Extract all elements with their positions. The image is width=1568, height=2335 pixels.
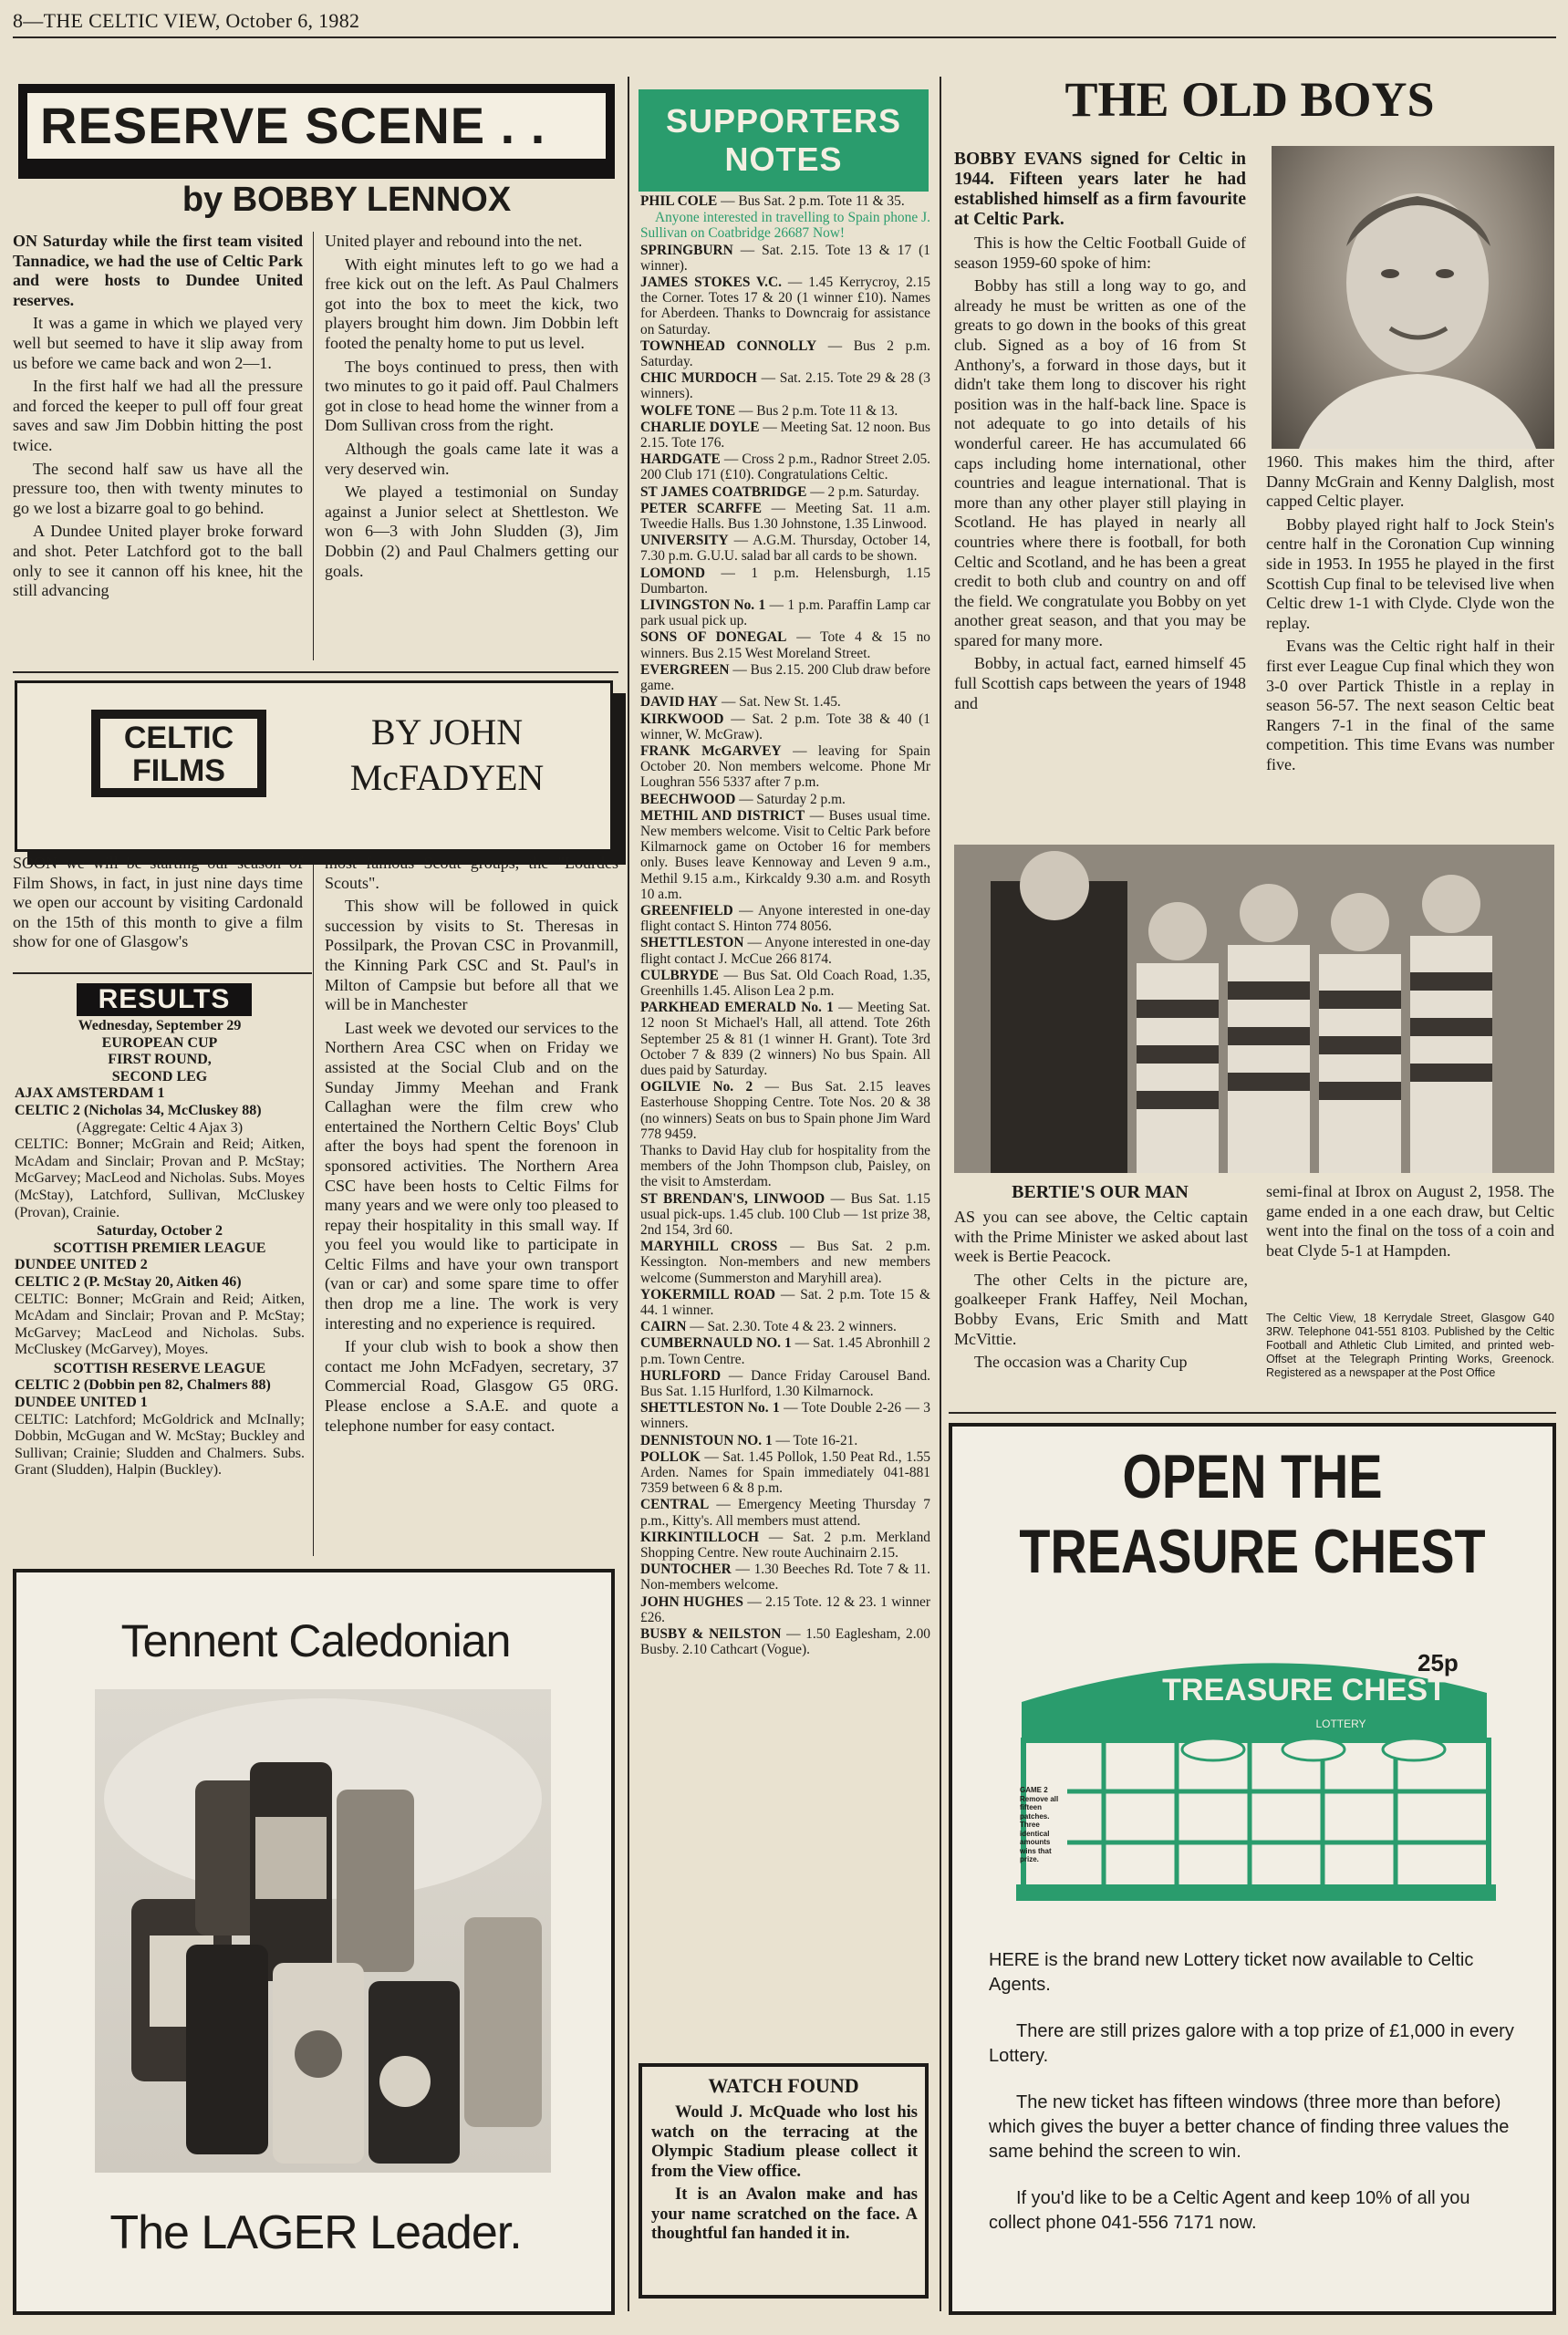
supporters-club-name: METHIL AND DISTRICT — [640, 807, 805, 824]
supporters-club-name: SHETTLESTON No. 1 — [640, 1400, 780, 1417]
supporters-note-text: — Bus 2.15. 200 Club draw before game. — [640, 661, 930, 694]
header-rule — [13, 36, 1556, 38]
old-boys-para: Bobby has still a long way to go, and already he must be written as one of the greats to go down in the books of this great club. Signed as a boy of 16 from St Anthony's, a forward in those days, but it didn't take them long to discover his right position was in the half-back line. Space is not adequate to go into details of his wonderful career. He has accumulated 66 caps including home international, other countries and league international. That is more than any other player still playing in Scotland. He has played in nearly all countries where there is football, for both Celtic and Scotland, and he has been a great credit to both club and country on and off the field. We congratulate you Bobby on yet another great season, and that you may be spared for many more. — [954, 276, 1246, 649]
supporters-note-text: — Sat. New St. 1.45. — [718, 694, 841, 711]
supporters-note-text: — Sat. 2.15. Tote 13 & 17 (1 winner). — [640, 242, 930, 274]
results-team: AJAX AMSTERDAM 1 — [15, 1085, 165, 1102]
celtic-films-byline — [310, 710, 584, 801]
supporters-note-text: — Meeting Sat. 12 noon. Bus 2.15. Tote 176. — [640, 419, 930, 451]
supporters-note-text: — Sat. 1.45 Pollok, 1.50 Peat Rd., 1.55 Arden. Names for Spain immediately 041-881 7359 between 6 & 8 p.m. — [640, 1448, 930, 1497]
supporters-note-text: — Anyone interested in one-day flight contact J. McCue 266 8174. — [640, 935, 930, 967]
reserve-para: ON Saturday while the first team visited Tannadice, we had the use of Celtic Park and were hosts to Dundee United reserves. — [13, 232, 303, 309]
page-folio: 8—THE CELTIC VIEW, October 6, 1982 — [13, 9, 360, 32]
supporters-note-entry — [640, 1562, 930, 1593]
supporters-club-name: PHIL COLE — [640, 193, 718, 209]
reserve-para: The second half saw us have all the pressure too, then with twenty minutes to go we lost a bizarre goal to go behind. — [13, 459, 303, 517]
supporters-club-name: HARDGATE — [640, 451, 721, 468]
bertie-para: AS you can see above, the Celtic captain with the Prime Minister we asked about last week is Bertie Peacock. — [954, 1208, 1248, 1266]
results-team: DUNDEE UNITED 2 — [15, 1257, 148, 1273]
results-lineup: CELTIC: Latchford; McGoldrick and McInally; Dobbin, McGugan and W. McStay; Buckley and Sullivan; Crainie; Sludden and Chalmers. Subs. Grant (Sludden), Halpin (Buckley). — [15, 1411, 305, 1479]
supporters-note-entry — [640, 1530, 930, 1561]
lager-cans-illustration — [95, 1689, 551, 2173]
supporters-note-entry — [640, 484, 930, 500]
supporters-note-entry — [640, 533, 930, 564]
supporters-club-name: CHARLIE DOYLE — [640, 419, 760, 435]
treasure-headline — [1003, 1439, 1501, 1589]
treasure-para: There are still prizes galore with a top prize of £1,000 in every Lottery. — [989, 2021, 1514, 2066]
results-competition: EUROPEAN CUP — [101, 1034, 218, 1051]
results-team: CELTIC 2 (P. McStay 20, Aitken 46) — [15, 1273, 242, 1290]
supporters-note-text: — Sat. 2 p.m. Tote 38 & 40 (1 winner, W. McGraw). — [640, 711, 930, 742]
supporters-note-text: — Anyone interested in one-day flight contact S. Hinton 774 8056. — [640, 902, 930, 935]
supporters-note-entry — [640, 1368, 930, 1399]
supporters-notes-list — [640, 193, 930, 1658]
supporters-note-text: — 1.30 Beeches Rd. Tote 7 & 11. Non-members welcome. — [640, 1562, 930, 1593]
supporters-note-entry — [640, 1626, 930, 1657]
supporters-club-name: CULBRYDE — [640, 967, 719, 983]
supporters-note-text: — Bus Sat. 1.15 usual pick-ups. 1.45 club. 100 Club — 1st prize 38, 2nd 154, 3rd 60. — [640, 1190, 930, 1238]
supporters-note-text: — Meeting Sat. 12 noon St Michael's Hall, all attend. Tote 26th September 25 & 81 (1 winner H. Grant). Tote 3rd October 7 & 839 (2 winners) No bus Spain. All dues paid by Saturday. — [640, 1000, 930, 1078]
supporters-club-name: JAMES STOKES V.C. — [640, 275, 782, 291]
supporters-note-entry — [640, 711, 930, 742]
films-para: SOON we will be starting our season of Film Shows, in fact, in just nine days time we open our account by visiting Cardonald on the 15th of this month to give a film show for one of Glasgow's — [13, 854, 303, 951]
supporters-note-entry — [640, 451, 930, 483]
charity-cup-team-photo — [954, 845, 1554, 1173]
supporters-note-entry — [640, 808, 930, 902]
supporters-club-name: UNIVERSITY — [640, 533, 729, 549]
supporters-note-text: — leaving for Spain October 20. Non members welcome. Phone Mr Loughran 556 5337 after 7 p.m. — [640, 742, 931, 791]
celtic-films-logo-line1: CELTIC — [123, 721, 234, 755]
results-team: CELTIC 2 (Nicholas 34, McCluskey 88) — [15, 1102, 262, 1118]
old-boys-col-2 — [1266, 452, 1554, 779]
films-para: Last week we devoted our services to the Northern Area CSC when on Friday we assisted at the Social Club and on the Sunday Jimmy Meehan and Frank Callaghan were the film crew who entertained the Northern Celtic Boys' Club after the boys had spent the forenoon in sponsored activities. The Northern Area CSC have been hosts to Celtic Films for many years and we were only too pleased to repay their hospitality in this small way. If you feel you would like to participate in Celtic Films and have your own transport (van or car) and some spare time to offer then drop me a line. The work is very interesting and no experience is required. — [325, 1018, 618, 1333]
results-team: DUNDEE UNITED 1 — [15, 1395, 148, 1411]
supporters-club-name: DENNISTOUN NO. 1 — [640, 1432, 773, 1448]
supporters-club-name: CENTRAL — [640, 1497, 710, 1513]
reserve-scene-title: RESERVE SCENE . . — [27, 93, 606, 159]
supporters-note-text: — Bus 2 p.m. Tote 11 & 13. — [735, 402, 898, 419]
supporters-note-text: — Sat. 2 p.m. Tote 15 & 44. 1 winner. — [640, 1286, 930, 1319]
supporters-note-entry — [640, 743, 930, 791]
results-date: Wednesday, September 29 — [78, 1018, 242, 1033]
old-boys-para: This is how the Celtic Football Guide of season 1959-60 spoke of him: — [954, 234, 1246, 272]
supporters-note-entry — [640, 968, 930, 999]
supporters-club-name: CAIRN — [640, 1319, 687, 1335]
films-col-1 — [13, 854, 303, 956]
supporters-note-entry — [640, 1400, 930, 1431]
films-para: most famous Scout groups, the "Lourdes Scouts". — [325, 854, 618, 892]
supporters-title-line2: NOTES — [724, 140, 843, 178]
supporters-note-text: — Dance Friday Carousel Band. Bus Sat. 1.15 Hurlford, 1.30 Kilmarnock. — [640, 1367, 930, 1400]
supporters-note-entry — [640, 662, 930, 693]
results-aggregate: (Aggregate: Celtic 4 Ajax 3) — [76, 1119, 244, 1136]
supporters-note-entry — [640, 1433, 930, 1448]
column-rule-1 — [628, 77, 629, 2311]
results-title: RESULTS — [77, 983, 252, 1016]
supporters-note-entry — [640, 1335, 930, 1366]
byline-line2: McFADYEN — [349, 757, 545, 798]
ticket-price: 25p — [1417, 1649, 1459, 1676]
supporters-note-entry — [640, 1319, 930, 1334]
ticket-game-2-instructions: GAME 2 Remove all fifteen patches. Three identical amounts wins that prize. — [1020, 1786, 1059, 1863]
column-rule-reserve — [313, 232, 314, 660]
tennent-slogan: The LAGER Leader. — [109, 2206, 522, 2259]
supporters-note-text: — Emergency Meeting Thursday 7 p.m., Kitty's. All members must attend. — [640, 1497, 930, 1529]
supporters-club-name: EVERGREEN — [640, 661, 730, 678]
supporters-note-entry — [640, 1287, 930, 1318]
bobby-evans-portrait — [1272, 146, 1554, 449]
supporters-note-entry — [640, 338, 930, 369]
supporters-note-entry — [640, 243, 930, 274]
supporters-note-text: — Sat. 2 p.m. Merkland Shopping Centre. New route Auchinairn 2.15. — [640, 1529, 930, 1562]
results-competition: SCOTTISH RESERVE LEAGUE — [53, 1360, 266, 1376]
supporters-note-text: — Sat. 1.45 Abronhill 2 p.m. Town Centre. — [640, 1335, 930, 1367]
supporters-note-text: — Cross 2 p.m., Radnor Street 2.05. 200 Club 171 (£10). Congratulations Celtic. — [640, 451, 930, 483]
old-boys-para: Evans was the Celtic right half in their first ever League Cup final which they won 3-0 over Partick Thistle in a replay in season 56-57. The next season Celtic beat Rangers 7-1 in the final of the same competition. This time Evans was number five. — [1266, 637, 1554, 773]
byline-line1: BY JOHN — [370, 711, 524, 752]
supporters-note-text: — Sat. 2.30. Tote 4 & 23. 2 winners. — [686, 1319, 897, 1335]
supporters-note-entry — [640, 597, 930, 628]
supporters-note-entry — [640, 903, 930, 934]
supporters-note-entry — [640, 1239, 930, 1286]
supporters-note-entry — [640, 694, 930, 710]
results-lineup: CELTIC: Bonner; McGrain and Reid; Aitken, McAdam and Sinclair; Provan and P. McStay; McGarvey; MacLeod and Nicholas. Subs. McCluskey (McGarvey), Moyes. — [15, 1291, 305, 1358]
treasure-chest-ticket-icon — [1012, 1638, 1505, 1912]
divider-results — [13, 972, 312, 974]
supporters-club-name: HURLFORD — [640, 1367, 722, 1384]
supporters-club-name: SHETTLESTON — [640, 935, 744, 951]
old-boys-para: Bobby played right half to Jock Stein's centre half in the Coronation Cup winning side in 1953. In 1955 he played in the first Scottish Cup final to be televised live when Celtic drew 1-1 with Clyde. Clyde won the replay. — [1266, 514, 1554, 632]
bertie-col-1 — [954, 1208, 1248, 1376]
supporters-club-name: BUSBY & NEILSTON — [640, 1626, 782, 1643]
reserve-para: With eight minutes left to go we had a free kick out on the left. As Paul Chalmers got into the box to meet the kick, two players brought him down. Jim Dobbin left footed the penalty home to put us level. — [325, 254, 618, 352]
supporters-note-entry: Thanks to David Hay club for hospitality from the members of the John Thompson club, Paisley, on the visit to Amsterdam. — [640, 1142, 930, 1190]
treasure-headline-line1: OPEN THE — [1122, 1442, 1383, 1511]
supporters-club-name: ST BRENDAN'S, LINWOOD — [640, 1190, 826, 1207]
supporters-note-text: — Buses usual time. New members welcome. Visit to Celtic Park before Kilmarnock game on October 16 for members only. Buses leave Kennoway and Leven 9 a.m., Methil 9.15 a.m., Kirkcaldy 9.30 a.m. and Rosyth 10 a.m. — [640, 807, 930, 902]
supporters-note-text: — Bus Sat. 2.15 leaves Easterhouse Shopping Centre. Tote Nos. 20 & 38 (no winners) Seats on bus to Spain phone Jim Ward 778 9459. — [640, 1079, 931, 1142]
supporters-note-text: — Bus Sat. 2 p.m. Kessington. Non-members and new members welcome (Summerston and Maryhill area). — [640, 1239, 931, 1286]
reserve-scene-byline: by BOBBY LENNOX — [182, 181, 512, 219]
supporters-note-entry — [640, 1191, 930, 1239]
supporters-note-entry — [640, 629, 930, 660]
supporters-note-entry — [640, 403, 930, 419]
supporters-note-text: — Meeting Sat. 11 a.m. Tweedie Halls. Bus 1.30 Johnstone, 1.35 Linwood. — [640, 500, 930, 533]
supporters-note-text: — Tote 4 & 15 no winners. Bus 2.15 West Moreland Street. — [640, 629, 930, 661]
supporters-club-name: PETER SCARFFE — [640, 500, 762, 516]
supporters-club-name: LOMOND — [640, 565, 705, 581]
divider-treasure — [949, 1412, 1556, 1414]
tennent-brand: Tennent Caledonian — [120, 1615, 511, 1666]
reserve-col-1 — [13, 232, 303, 605]
old-boys-col-1 — [954, 150, 1246, 717]
supporters-club-name: YOKERMILL ROAD — [640, 1286, 775, 1302]
supporters-note-entry — [640, 935, 930, 966]
results-date: Saturday, October 2 — [97, 1223, 223, 1240]
reserve-para: In the first half we had all the pressure and forced the keeper to pull off four great saves and saw Jim Dobbin hitting the post twice. — [13, 377, 303, 454]
supporters-club-name: SPRINGBURN — [640, 242, 733, 258]
reserve-para: We played a testimonial on Sunday against a Junior select at Shettleston. We won 6—3 with John Sludden (3), Jim Dobbin (2) and Paul Chalmers getting our goals. — [325, 483, 618, 580]
results-competition: SCOTTISH PREMIER LEAGUE — [53, 1240, 266, 1256]
supporters-note-text: — Tote Double 2-26 — 3 winners. — [640, 1400, 930, 1432]
results-body — [15, 1018, 305, 1481]
reserve-para: It was a game in which we played very well but seemed to have it slip away from us before we came back and won 2—1. — [13, 314, 303, 372]
supporters-club-name: GREENFIELD — [640, 902, 733, 918]
supporters-note-text: — Bus Sat. Old Coach Road, 1.35, Greenhills 1.45. Alison Lea 2 p.m. — [640, 967, 930, 999]
ticket-sub-text: LOTTERY — [1315, 1718, 1366, 1730]
supporters-note-text: — 1 p.m. Helensburgh, 1.15 Dumbarton. — [640, 565, 930, 597]
supporters-club-name: SONS OF DONEGAL — [640, 629, 787, 646]
supporters-note-text: — 2 p.m. Saturday. — [806, 483, 919, 500]
supporters-note-text: — 1.50 Eaglesham, 2.00 Busby. 2.10 Cathcart (Vogue). — [640, 1626, 930, 1658]
bertie-para: The occasion was a Charity Cup — [974, 1353, 1188, 1372]
supporters-club-name: OGILVIE No. 2 — [640, 1079, 753, 1095]
reserve-para: The boys continued to press, then with two minutes to go it paid off. Paul Chalmers got in close to head home the winner from a Dom Sullivan cross from the right. — [325, 357, 618, 435]
supporters-note-text: — Bus Sat. 2 p.m. Tote 11 & 35. — [717, 193, 905, 209]
films-col-2 — [325, 854, 618, 1439]
supporters-note-text: — 1 p.m. Paraffin Lamp car park usual pick up. — [640, 597, 930, 629]
results-competition: FIRST ROUND, — [108, 1052, 212, 1068]
treasure-headline-line2: TREASURE CHEST — [1019, 1517, 1486, 1586]
treasure-para: The new ticket has fifteen windows (three more than before) which gives the buyer a better chance of finding three values the same behind the screen to win. — [989, 2092, 1510, 2162]
old-boys-lead: BOBBY EVANS signed for Celtic in 1944. Fifteen years later he had established himself as a firm favourite at Celtic Park. — [954, 150, 1246, 229]
supporters-note-text: — A.G.M. Thursday, October 14, 7.30 p.m. G.U.U. salad bar all cards to be shown. — [640, 533, 930, 565]
supporters-club-name: CUMBERNAULD NO. 1 — [640, 1335, 792, 1352]
supporters-club-name: POLLOK — [640, 1448, 701, 1465]
supporters-note-text: — Saturday 2 p.m. — [735, 791, 846, 807]
supporters-note-entry — [640, 1000, 930, 1078]
bertie-col-2 — [1266, 1182, 1554, 1264]
reserve-para: Although the goals came late it was a very deserved win. — [325, 439, 618, 478]
supporters-title-line1: SUPPORTERS — [665, 102, 902, 140]
publisher-imprint: The Celtic View, 18 Kerrydale Street, Glasgow G40 3RW. Telephone 041-551 8103. Published by the Celtic Football and Athletic Club Limited, and printed web-Offset at the Telegraph Printing Works, Greenock. Registered as a newspaper at the Post Office — [1266, 1312, 1554, 1379]
supporters-club-name: KIRKINTILLOCH — [640, 1529, 759, 1545]
supporters-note-entry: Anyone interested in travelling to Spain phone J. Sullivan on Coatbridge 26687 Now! — [640, 210, 930, 242]
reserve-para: United player and rebound into the net. — [325, 232, 583, 250]
column-rule-2 — [940, 77, 941, 2311]
supporters-note-entry — [640, 420, 930, 451]
reserve-scene-banner — [18, 84, 615, 179]
celtic-films-logo — [91, 710, 266, 797]
watch-para: Would J. McQuade who lost his watch on the terracing at the Olympic Stadium please collect it from the View office. — [651, 2103, 918, 2181]
supporters-club-name: LIVINGSTON No. 1 — [640, 597, 766, 614]
supporters-note-entry — [640, 501, 930, 532]
supporters-note-text: — Bus 2 p.m. Saturday. — [640, 337, 930, 370]
treasure-copy — [989, 1948, 1521, 2257]
supporters-club-name: ST JAMES COATBRIDGE — [640, 483, 807, 500]
supporters-club-name: FRANK McGARVEY — [640, 742, 782, 759]
treasure-para: HERE is the brand new Lottery ticket now available to Celtic Agents. — [989, 1950, 1474, 1995]
supporters-club-name: JOHN HUGHES — [640, 1593, 743, 1610]
bertie-headline: BERTIE'S OUR MAN — [1012, 1182, 1189, 1202]
supporters-club-name: KIRKWOOD — [640, 711, 724, 727]
results-competition: SECOND LEG — [111, 1068, 208, 1084]
ticket-name-text: TREASURE CHEST — [1162, 1673, 1447, 1707]
supporters-note-entry — [640, 566, 930, 597]
column-rule-films — [313, 854, 314, 1556]
films-para: If your club wish to book a show then contact me John McFadyen, secretary, 37 Commercial Road, Glasgow G5 0RG. Please enclose a S.A.E. and quote a telephone number for easy contact. — [325, 1337, 618, 1435]
supporters-note-entry — [640, 370, 930, 401]
supporters-club-name: DUNTOCHER — [640, 1562, 732, 1578]
supporters-note-text: — Sat. 2.15. Tote 29 & 28 (3 winners). — [640, 370, 930, 402]
supporters-club-name: TOWNHEAD CONNOLLY — [640, 337, 817, 354]
team-handshake-illustration — [954, 845, 1554, 1173]
supporters-note-entry — [640, 1079, 930, 1142]
supporters-club-name: PARKHEAD EMERALD No. 1 — [640, 1000, 834, 1016]
supporters-note-entry — [640, 193, 930, 209]
supporters-note-entry — [640, 1449, 930, 1497]
treasure-para: If you'd like to be a Celtic Agent and keep 10% of all you collect phone 041-556 7171 now. — [989, 2188, 1470, 2233]
supporters-note-text: — 2.15 Tote. 12 & 23. 1 winner £26. — [640, 1593, 930, 1625]
supporters-notes-header — [639, 89, 929, 192]
supporters-note-text: — Tote 16-21. — [772, 1432, 858, 1448]
old-boys-para: Bobby, in actual fact, earned himself 45 full Scottish caps between the years of 1948 and — [954, 654, 1246, 712]
watch-para: It is an Avalon make and has your name scratched on the face. A thoughtful fan handed it in. — [651, 2185, 918, 2243]
supporters-note-entry — [640, 1594, 930, 1625]
supporters-note-entry — [640, 275, 930, 337]
divider-reserve — [13, 671, 618, 673]
bertie-para: The other Celts in the picture are, goalkeeper Frank Haffey, Neil Mochan, Bobby Evans, Eric Smith and Matt McVittie. — [954, 1270, 1248, 1348]
portrait-illustration — [1272, 146, 1554, 449]
supporters-club-name: DAVID HAY — [640, 694, 719, 711]
supporters-club-name: BEECHWOOD — [640, 791, 736, 807]
reserve-col-2 — [325, 232, 618, 585]
watch-found-text — [651, 2103, 918, 2248]
supporters-note-text: — 1.45 Kerrycroy, 2.15 the Corner. Totes 17 & 20 (1 winner £10). Names for Aberdeen. Thanks to Downcraig for assistance on Saturday. — [640, 275, 930, 337]
supporters-club-name: MARYHILL CROSS — [640, 1239, 778, 1255]
supporters-club-name: CHIC MURDOCH — [640, 370, 757, 387]
old-boys-title: THE OLD BOYS — [1064, 72, 1435, 127]
bertie-para: semi-final at Ibrox on August 2, 1958. The game ended in a one each draw, but Celtic went into the final on the toss of a coin and beat Clyde 5-1 at Hampden. — [1266, 1182, 1554, 1260]
reserve-para: A Dundee United player broke forward and shot. Peter Latchford got to the ball only to see it cannon off his knee, hit the still advancing — [13, 522, 303, 600]
supporters-club-name: WOLFE TONE — [640, 402, 736, 419]
old-boys-para: 1960. This makes him the third, after Danny McGrain and Kenny Dalglish, most capped Celtic player. — [1266, 452, 1554, 511]
lager-cans-photo — [95, 1689, 551, 2173]
watch-found-title: WATCH FOUND — [708, 2074, 859, 2097]
celtic-films-logo-line2: FILMS — [132, 753, 225, 788]
results-lineup: CELTIC: Bonner; McGrain and Reid; Aitken, McAdam and Sinclair; Provan and P. McStay; McGarvey; MacLeod and Nicholas. Subs. Moyes (McStay), Latchford, Sullivan, McCluskey (Provan), Crainie. — [15, 1136, 305, 1220]
supporters-note-entry — [640, 1497, 930, 1528]
films-para: This show will be followed in quick succession by visits to St. Theresas in Possilpark, the Provan CSC in Provanmill, the Kinning Park CSC and St. Paul's in Milton of Campsie but before all that we will be in Manchester — [325, 897, 618, 1014]
supporters-note-entry — [640, 792, 930, 807]
results-team: CELTIC 2 (Dobbin pen 82, Chalmers 88) — [15, 1377, 271, 1394]
